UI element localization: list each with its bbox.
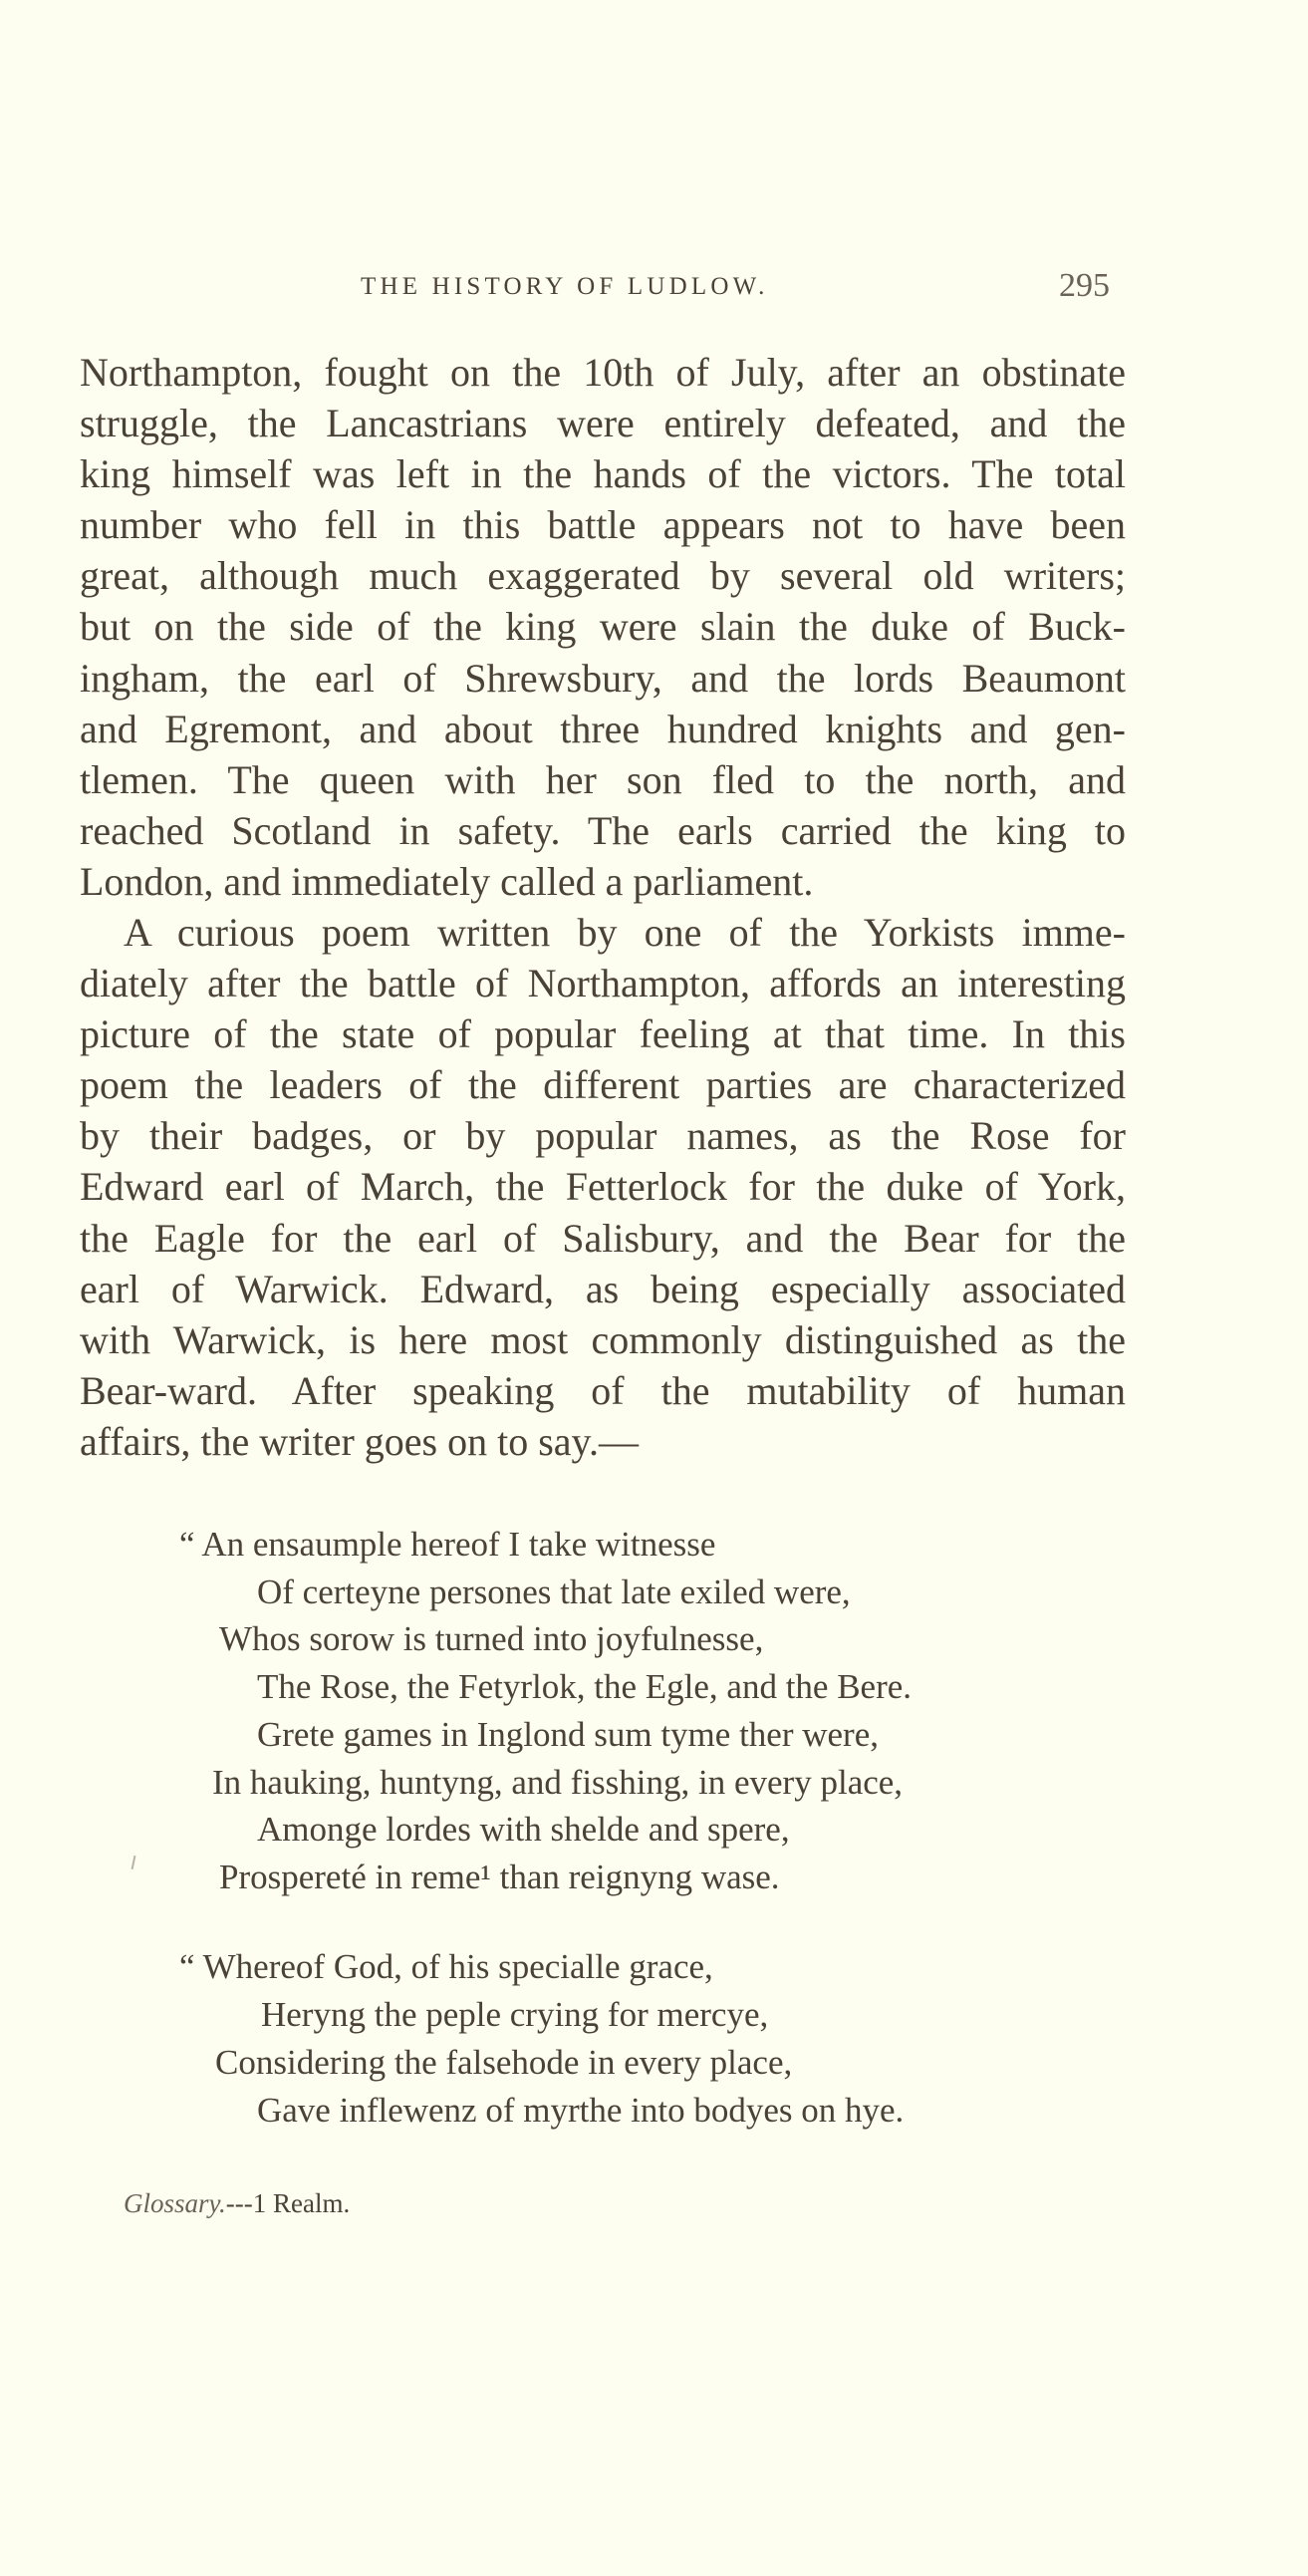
poem-line: Considering the falsehode in every place, <box>215 2043 793 2082</box>
text-line: struggle, the Lancastrians were entirely defeated, and the <box>80 401 1126 446</box>
text-line: picture of the state of popular feeling at that time. In this <box>80 1011 1126 1057</box>
text-line: earl of Warwick. Edward, as being especially associated <box>80 1266 1126 1311</box>
poem-line: “ An ensaumple hereof I take witnesse <box>179 1525 716 1564</box>
poem-line: The Rose, the Fetyrlok, the Egle, and the Bere. <box>257 1667 913 1706</box>
text-line: the Eagle for the earl of Salisbury, and the Bear for the <box>80 1215 1126 1261</box>
footnote <box>124 2188 350 2219</box>
poem-line: Of certeyne persones that late exiled were, <box>257 1573 851 1611</box>
text-line: tlemen. The queen with her son fled to the north, and <box>80 756 1126 802</box>
text-line: poem the leaders of the different parties are characterized <box>80 1062 1126 1108</box>
poem-line: In hauking, huntyng, and fisshing, in every place, <box>212 1763 904 1802</box>
poem-line: Amonge lordes with shelde and spere, <box>257 1810 790 1849</box>
text-line: great, although much exaggerated by several old writers; <box>80 553 1126 599</box>
paragraph-1 <box>80 347 1126 907</box>
footnote-label: Glossary. <box>124 2188 226 2218</box>
footnote-text: ---1 Realm. <box>225 2188 351 2218</box>
text-line: London, and immediately called a parliament. <box>80 858 814 904</box>
page-number: 295 <box>1059 267 1110 304</box>
running-title: THE HISTORY OF LUDLOW. <box>361 273 769 300</box>
text-line: A curious poem written by one of the Yorkists imme- <box>124 910 1126 955</box>
paragraph-2 <box>80 907 1126 1467</box>
text-line: but on the side of the king were slain the duke of Buck- <box>80 604 1126 650</box>
text-line: Northampton, fought on the 10th of July, after an obstinate <box>80 350 1126 395</box>
poem-line: “ Whereof God, of his specialle grace, <box>179 1947 713 1986</box>
stray-ink-mark <box>131 1856 136 1869</box>
text-line: and Egremont, and about three hundred knights and gen- <box>80 706 1126 751</box>
text-line: reached Scotland in safety. The earls carried the king to <box>80 807 1126 853</box>
text-line: affairs, the writer goes on to say.— <box>80 1418 639 1464</box>
text-line: with Warwick, is here most commonly distinguished as the <box>80 1316 1126 1362</box>
poem-line: Grete games in Inglond sum tyme ther were, <box>257 1715 879 1754</box>
text-line: Edward earl of March, the Fetterlock for the duke of York, <box>80 1164 1126 1210</box>
text-line: king himself was left in the hands of the victors. The total <box>80 451 1126 497</box>
text-line: Bear-ward. After speaking of the mutability of human <box>80 1367 1126 1413</box>
text-line: ingham, the earl of Shrewsbury, and the lords Beaumont <box>80 655 1126 701</box>
text-line: number who fell in this battle appears not to have been <box>80 502 1126 548</box>
poem-line: Heryng the peple crying for mercye, <box>261 1995 769 2034</box>
text-line: by their badges, or by popular names, as the Rose for <box>80 1113 1126 1159</box>
poem-line: Prospereté in reme¹ than reignyng wase. <box>219 1858 780 1896</box>
poem-line: Whos sorow is turned into joyfulnesse, <box>219 1619 764 1658</box>
text-line: diately after the battle of Northampton, affords an interesting <box>80 961 1126 1006</box>
poem-line: Gave inflewenz of myrthe into bodyes on hye. <box>257 2091 905 2130</box>
